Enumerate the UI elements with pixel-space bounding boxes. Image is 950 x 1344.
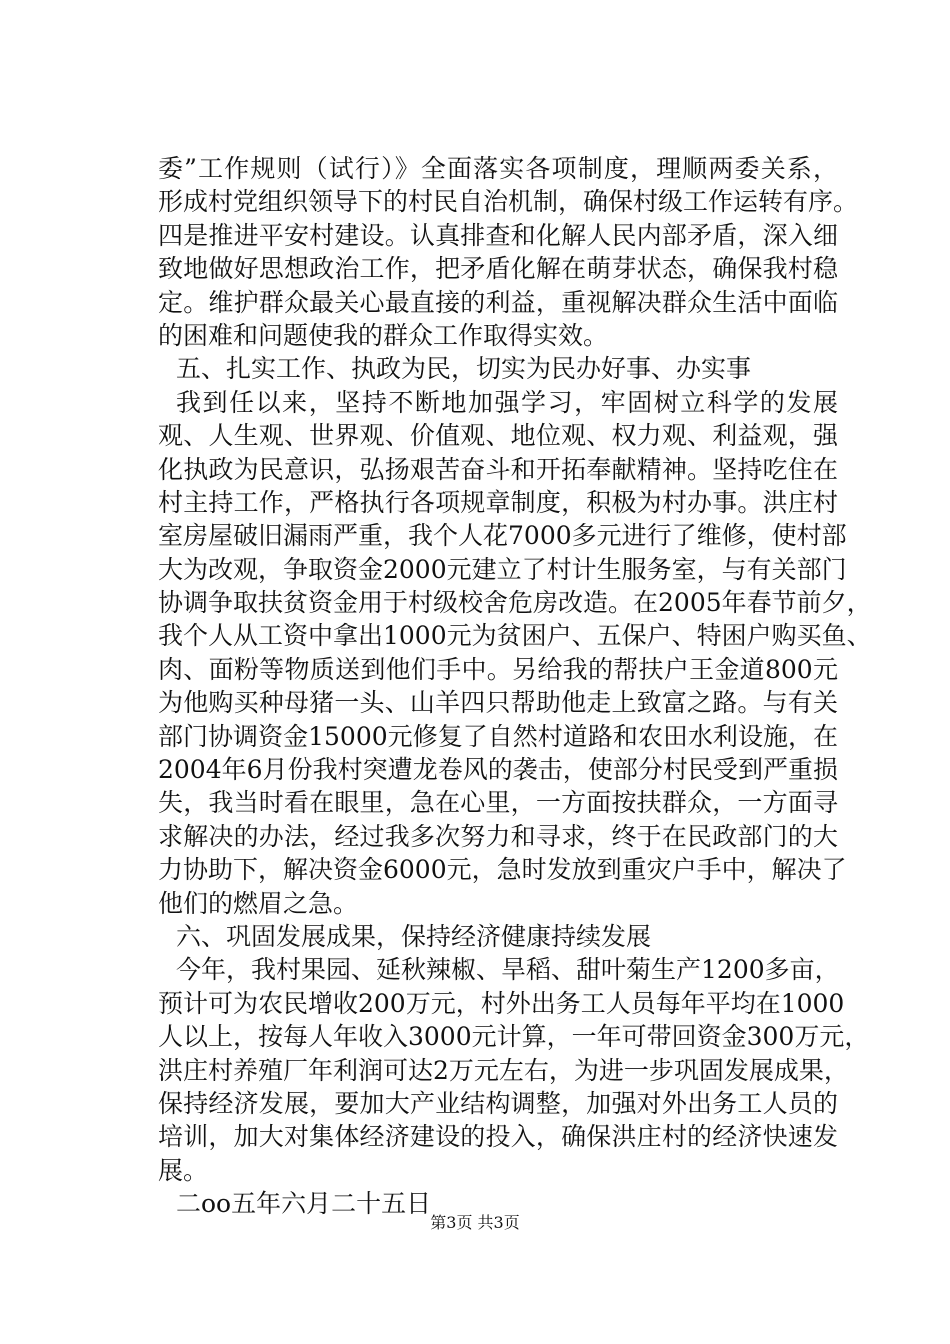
text-line: 培训，加大对集体经济建设的投入，确保洪庄村的经济快速发 bbox=[158, 1122, 838, 1152]
text-line: 的困难和问题使我的群众工作取得实效。 bbox=[158, 320, 609, 350]
paragraph-first-line: 我到任以来，坚持不断地加强学习，牢固树立科学的发展 bbox=[176, 387, 838, 417]
text-line: 定。维护群众最关心最直接的利益，重视解决群众生活中面临 bbox=[158, 287, 838, 317]
section-heading: 五、扎实工作、执政为民，切实为民办好事、办实事 bbox=[176, 354, 752, 384]
text-line: 委”工作规则（试行）》全面落实各项制度，理顺两委关系， bbox=[158, 154, 838, 183]
text-line: 我个人从工资中拿出1000元为贫困户、五保户、特困户购买鱼、 bbox=[158, 621, 872, 651]
text-line: 大为改观，争取资金2000元建立了村计生服务室，与有关部门 bbox=[158, 554, 847, 584]
text-line: 展。 bbox=[158, 1155, 209, 1185]
text-line: 预计可为农民增收200万元，村外出务工人员每年平均在1000 bbox=[158, 988, 845, 1018]
text-line: 力协助下，解决资金6000元，急时发放到重灾户手中，解决了 bbox=[158, 855, 847, 885]
text-line: 肉、面粉等物质送到他们手中。另给我的帮扶户王金道800元 bbox=[158, 654, 838, 684]
text-line: 室房屋破旧漏雨严重，我个人花7000多元进行了维修，使村部 bbox=[158, 521, 847, 551]
paragraph-first-line: 今年，我村果园、延秋辣椒、旱稻、甜叶菊生产1200多亩， bbox=[176, 955, 840, 985]
text-line: 致地做好思想政治工作，把矛盾化解在萌芽状态，确保我村稳 bbox=[158, 254, 838, 284]
text-line: 他们的燃眉之急。 bbox=[158, 888, 359, 918]
section-heading: 六、巩固发展成果，保持经济健康持续发展 bbox=[176, 921, 652, 951]
text-line: 协调争取扶贫资金用于村级校舍危房改造。在2005年春节前夕， bbox=[158, 588, 872, 618]
text-line: 失，我当时看在眼里，急在心里，一方面按扶群众，一方面寻 bbox=[158, 788, 838, 818]
text-line: 人以上，按每人年收入3000元计算，一年可带回资金300万元， bbox=[158, 1022, 870, 1052]
text-line: 保持经济发展，要加大产业结构调整，加强对外出务工人员的 bbox=[158, 1088, 838, 1118]
text-line: 2004年6月份我村突遭龙卷风的袭击，使部分村民受到严重损 bbox=[158, 755, 838, 785]
document-body bbox=[158, 152, 872, 1221]
text-line: 为他购买种母猪一头、山羊四只帮助他走上致富之路。与有关 bbox=[158, 688, 838, 718]
text-line: 部门协调资金15000元修复了自然村道路和农田水利设施，在 bbox=[158, 721, 838, 751]
page-footer bbox=[0, 1210, 950, 1233]
text-line: 求解决的办法，经过我多次努力和寻求，终于在民政部门的大 bbox=[158, 821, 838, 851]
text-line: 四是推进平安村建设。认真排查和化解人民内部矛盾，深入细 bbox=[158, 220, 838, 250]
text-line: 村主持工作，严格执行各项规章制度，积极为村办事。洪庄村 bbox=[158, 487, 838, 517]
text-line: 形成村党组织领导下的村民自治机制，确保村级工作运转有序。 bbox=[158, 187, 859, 217]
document-date: 二oo五年六月二十五日 bbox=[176, 1189, 432, 1219]
text-line: 观、人生观、世界观、价值观、地位观、权力观、利益观，强 bbox=[158, 421, 838, 451]
text-line: 洪庄村养殖厂年利润可达2万元左右，为进一步巩固发展成果， bbox=[158, 1055, 849, 1085]
text-line: 化执政为民意识，弘扬艰苦奋斗和开拓奉献精神。坚持吃住在 bbox=[158, 454, 838, 484]
page-number: 第3页 共3页 bbox=[430, 1213, 520, 1232]
